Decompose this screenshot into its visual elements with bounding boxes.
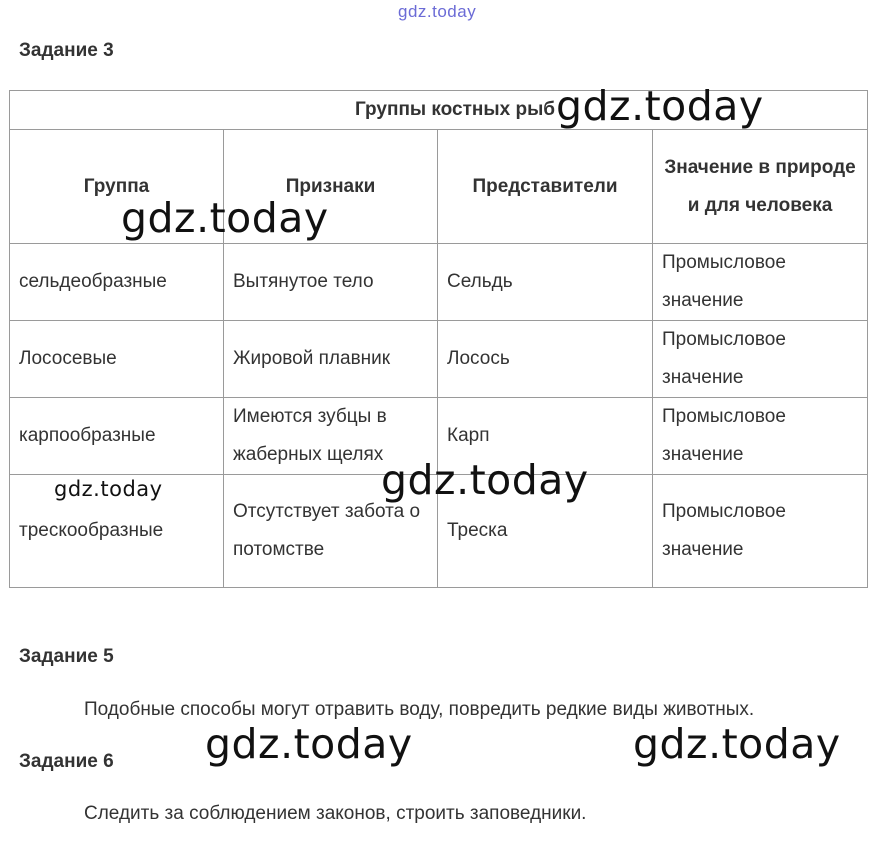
cell-features: Имеются зубцы в жаберных щелях	[224, 398, 438, 475]
cell-group: карпообразные	[10, 398, 224, 475]
column-header-significance: Значение в природе и для человека	[653, 130, 868, 244]
watermark: gdz.today	[556, 82, 764, 130]
table-row	[10, 321, 868, 398]
table-row	[10, 244, 868, 321]
cell-representatives: Лосось	[438, 321, 653, 398]
watermark: gdz.today	[205, 720, 413, 768]
cell-significance: Промысловое значение	[653, 475, 868, 588]
column-header-group: Группа	[10, 130, 224, 244]
cell-representatives: Карп	[438, 398, 653, 475]
watermark: gdz.today	[121, 194, 329, 242]
task6-answer: Следить за соблюдением законов, строить заповедники.	[84, 803, 587, 824]
top-watermark: gdz.today	[398, 2, 477, 21]
cell-significance: Промысловое значение	[653, 321, 868, 398]
fish-groups-table	[9, 90, 868, 588]
table-title: Группы костных рыб	[10, 91, 868, 130]
task5-answer: Подобные способы могут отравить воду, повредить редкие виды животных.	[84, 699, 755, 720]
task5-heading: Задание 5	[19, 646, 114, 667]
cell-significance: Промысловое значение	[653, 244, 868, 321]
cell-group: Лососевые	[10, 321, 224, 398]
cell-features: Отсутствует забота о потомстве	[224, 475, 438, 588]
watermark: gdz.today	[54, 477, 163, 501]
cell-features: Жировой плавник	[224, 321, 438, 398]
cell-representatives: Треска	[438, 475, 653, 588]
cell-group: сельдеобразные	[10, 244, 224, 321]
cell-features: Вытянутое тело	[224, 244, 438, 321]
watermark: gdz.today	[633, 720, 841, 768]
cell-group: трескообразные	[10, 475, 224, 588]
watermark: gdz.today	[381, 456, 589, 504]
cell-significance: Промысловое значение	[653, 398, 868, 475]
column-header-features: Признаки	[224, 130, 438, 244]
column-header-representatives: Представители	[438, 130, 653, 244]
cell-representatives: Сельдь	[438, 244, 653, 321]
task6-heading: Задание 6	[19, 751, 114, 772]
task3-heading: Задание 3	[19, 40, 114, 61]
